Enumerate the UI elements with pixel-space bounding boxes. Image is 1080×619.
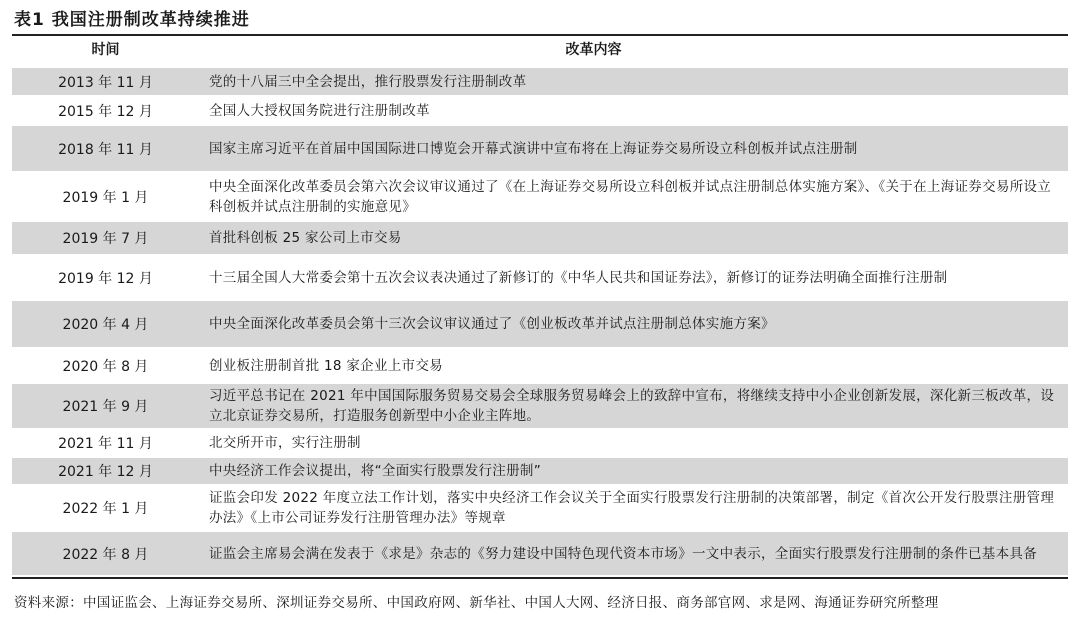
- table-body: [12, 66, 1068, 575]
- row-time: 2019 年 1 月: [62, 189, 149, 206]
- table-row: [12, 254, 1068, 299]
- table-title: 表1 我国注册制改革持续推进: [12, 6, 1068, 36]
- table-row: [12, 220, 1068, 254]
- table-row: [12, 299, 1068, 347]
- row-content: 证监会主席易会满在发表于《求是》杂志的《努力建设中国特色现代资本市场》一文中表示，全面实行股票发行注册制的条件已基本具备: [209, 545, 1037, 562]
- row-time: 2020 年 8 月: [62, 358, 149, 375]
- row-content: 中央经济工作会议提出，将“全面实行股票发行注册制”: [209, 463, 541, 479]
- row-content: 国家主席习近平在首届中国国际进口博览会开幕式演讲中宣布将在上海证券交易所设立科创板并试点注册制: [209, 140, 858, 157]
- row-time: 2013 年 11 月: [58, 74, 153, 91]
- header-time: 时间: [91, 42, 120, 58]
- row-content: 全国人大授权国务院进行注册制改革: [209, 102, 430, 119]
- row-content: 习近平总书记在 2021 年中国国际服务贸易交易会全球服务贸易峰会上的致辞中宣布，将继续支持中小企业创新发展，深化新三板改革，设立北京证券交易所，打造服务创新型中小企业主阵地。: [209, 388, 1055, 424]
- row-time: 2019 年 7 月: [62, 231, 149, 247]
- table-bottom-rule: [12, 577, 1068, 579]
- row-time: 2021 年 11 月: [58, 436, 153, 452]
- row-content: 中央全面深化改革委员会第六次会议审议通过了《在上海证券交易所设立科创板并试点注册制总体实施方案》、《关于在上海证券交易所设立科创板并试点注册制的实施意见》: [209, 178, 1052, 215]
- row-content: 创业板注册制首批 18 家企业上市交易: [209, 357, 443, 374]
- table-row: [12, 124, 1068, 171]
- table-row: [12, 347, 1068, 382]
- table-row: [12, 66, 1068, 95]
- table-row: [12, 171, 1068, 220]
- row-time: 2021 年 12 月: [58, 464, 153, 480]
- row-content: 证监会印发 2022 年度立法工作计划，落实中央经济工作会议关于全面实行股票发行注册制的决策部署，制定《首次公开发行股票注册管理办法》《上市公司证券发行注册管理办法》等规章: [209, 490, 1055, 526]
- source-note: 资料来源：中国证监会、上海证券交易所、深圳证券交易所、中国政府网、新华社、中国人大网、经济日报、商务部官网、求是网、海通证券研究所整理: [14, 595, 939, 611]
- row-content: 中央全面深化改革委员会第十三次会议审议通过了《创业板改革并试点注册制总体实施方案》: [209, 316, 775, 332]
- row-time: 2022 年 8 月: [62, 546, 149, 563]
- row-time: 2020 年 4 月: [62, 317, 149, 333]
- table-row: [12, 382, 1068, 428]
- row-time: 2015 年 12 月: [58, 103, 153, 120]
- table-row: [12, 95, 1068, 124]
- table-document: [12, 6, 1068, 611]
- row-time: 2018 年 11 月: [58, 141, 153, 158]
- table-row: [12, 456, 1068, 484]
- table-row: [12, 484, 1068, 530]
- table-row: [12, 428, 1068, 456]
- row-content: 十三届全国人大常委会第十五次会议表决通过了新修订的《中华人民共和国证券法》，新修订的证券法明确全面推行注册制: [209, 269, 948, 286]
- row-content: 党的十八届三中全会提出，推行股票发行注册制改革: [209, 73, 527, 90]
- header-content: 改革内容: [565, 42, 622, 58]
- table-row: [12, 530, 1068, 575]
- row-content: 首批科创板 25 家公司上市交易: [209, 230, 402, 246]
- table-header-row: [12, 36, 1068, 66]
- row-content: 北交所开市，实行注册制: [209, 435, 361, 451]
- row-time: 2021 年 9 月: [62, 399, 149, 415]
- row-time: 2019 年 12 月: [58, 270, 153, 287]
- row-time: 2022 年 1 月: [62, 501, 149, 517]
